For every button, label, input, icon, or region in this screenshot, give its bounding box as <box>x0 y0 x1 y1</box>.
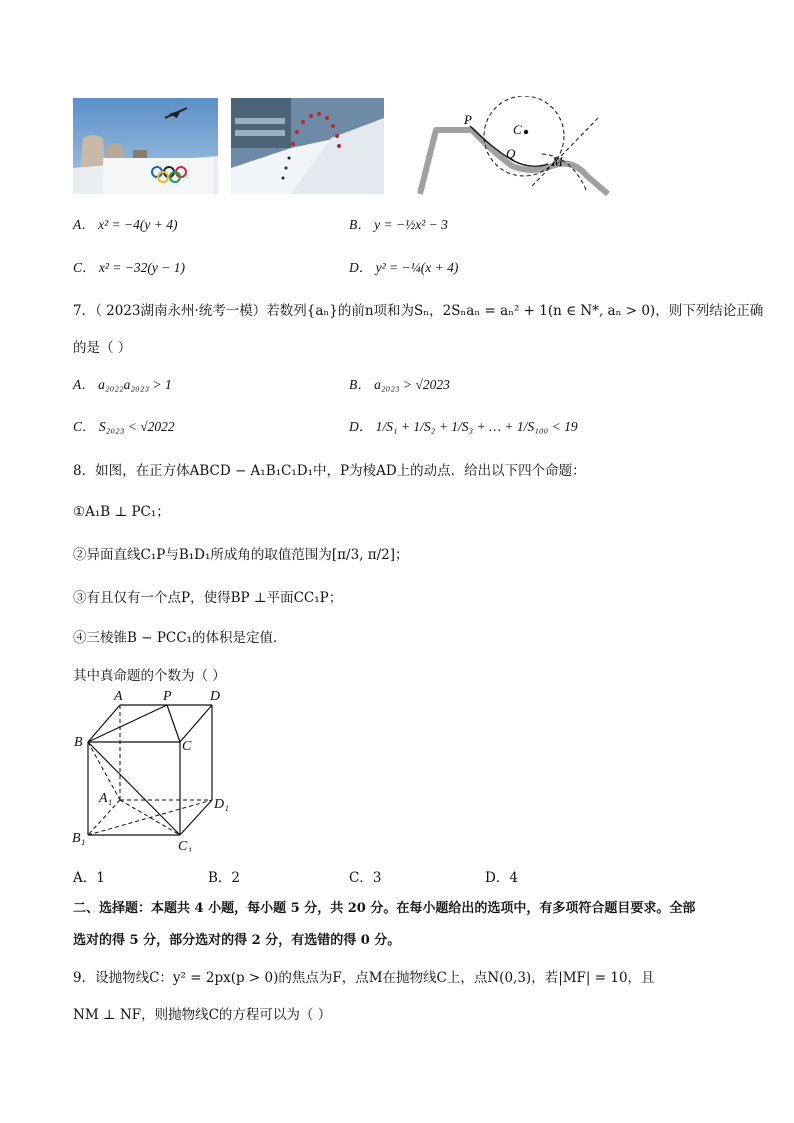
cube-label-B: B <box>74 735 83 750</box>
q8-option-a: A．1 <box>73 870 105 886</box>
q7-stem-line2: 的是（ ） <box>73 340 132 356</box>
q8-proposition-2: ②异面直线C₁P与B₁D₁所成角的取值范围为[π/3, π/2]； <box>73 547 409 563</box>
q7-option-b: B． a₂₀₂₃ > √2023 <box>349 377 450 392</box>
q8-proposition-4: ④三棱锥B − PCC₁的体积是定值． <box>73 630 287 646</box>
label-C: C <box>513 122 522 137</box>
cube-label-D: D <box>210 690 221 704</box>
q8-option-b: B．2 <box>208 870 241 886</box>
cube-label-C1: C₁ <box>178 839 193 852</box>
q8-option-c: C．3 <box>349 870 382 886</box>
section-2-heading-line2: 选对的得 5 分，部分选对的得 2 分，有选错的得 0 分。 <box>73 933 401 948</box>
q9-stem-line2: NM ⊥ NF，则抛物线C的方程可以为（ ） <box>73 1007 332 1023</box>
cube-label-A1: A₁ <box>99 791 113 806</box>
q6-option-c: C． x² = −32(y − 1) <box>73 260 185 275</box>
ski-jump-photo-1 <box>73 98 218 194</box>
label-M: M <box>552 154 563 169</box>
q8-proposition-3: ③有且仅有一个点P，使得BP ⊥平面CC₁P； <box>73 590 343 606</box>
slope-circle-diagram <box>412 96 618 198</box>
label-Q: Q <box>506 146 516 161</box>
cube-label-A: A <box>114 690 123 704</box>
q7-option-a: A． a₂₀₂₂a₂₀₂₃ > 1 <box>73 377 172 392</box>
q7-stem-line1: 7．（ 2023湖南永州·统考一模）若数列{aₙ}的前n项和为Sₙ，2Sₙaₙ = aₙ² + 1(n ∈ N*, aₙ > 0)，则下列结论正确 <box>73 303 764 319</box>
q9-stem-line1: 9．设抛物线C：y² = 2px(p > 0)的焦点为F，点M在抛物线C上，点N(0,3)，若|MF| = 10，且 <box>73 970 655 986</box>
q6-option-a: A． x² = −4(y + 4) <box>73 217 178 232</box>
q7-option-d: D． 1/S₁ + 1/S₂ + 1/S₃ + … + 1/S₁₀₀ < 19 <box>349 419 578 434</box>
ski-jump-photo-2 <box>231 98 384 194</box>
cube-label-C: C <box>182 739 192 754</box>
cube-label-P: P <box>163 690 172 704</box>
section-2-heading-line1: 二、选择题：本题共 4 小题，每小题 5 分，共 20 分。在每小题给出的选项中，有多项符合题目要求。全部 <box>73 901 696 916</box>
q6-option-d: D． y² = −¼(x + 4) <box>349 260 459 275</box>
q8-proposition-1: ①A₁B ⊥ PC₁； <box>73 504 170 520</box>
q8-option-d: D．4 <box>485 870 518 886</box>
q8-stem: 8．如图，在正方体ABCD − A₁B₁C₁D₁中，P为棱AD上的动点．给出以下四个命题： <box>73 463 586 479</box>
cube-label-D1: D₁ <box>214 797 229 812</box>
q6-option-b: B． y = −½x² − 3 <box>349 217 448 232</box>
cube-label-B1: B₁ <box>72 831 86 846</box>
q7-option-c: C． S₂₀₂₃ < √2022 <box>73 419 175 434</box>
cube-diagram <box>70 690 240 852</box>
q8-question: 其中真命题的个数为（ ） <box>73 668 226 684</box>
label-P: P <box>464 112 472 127</box>
